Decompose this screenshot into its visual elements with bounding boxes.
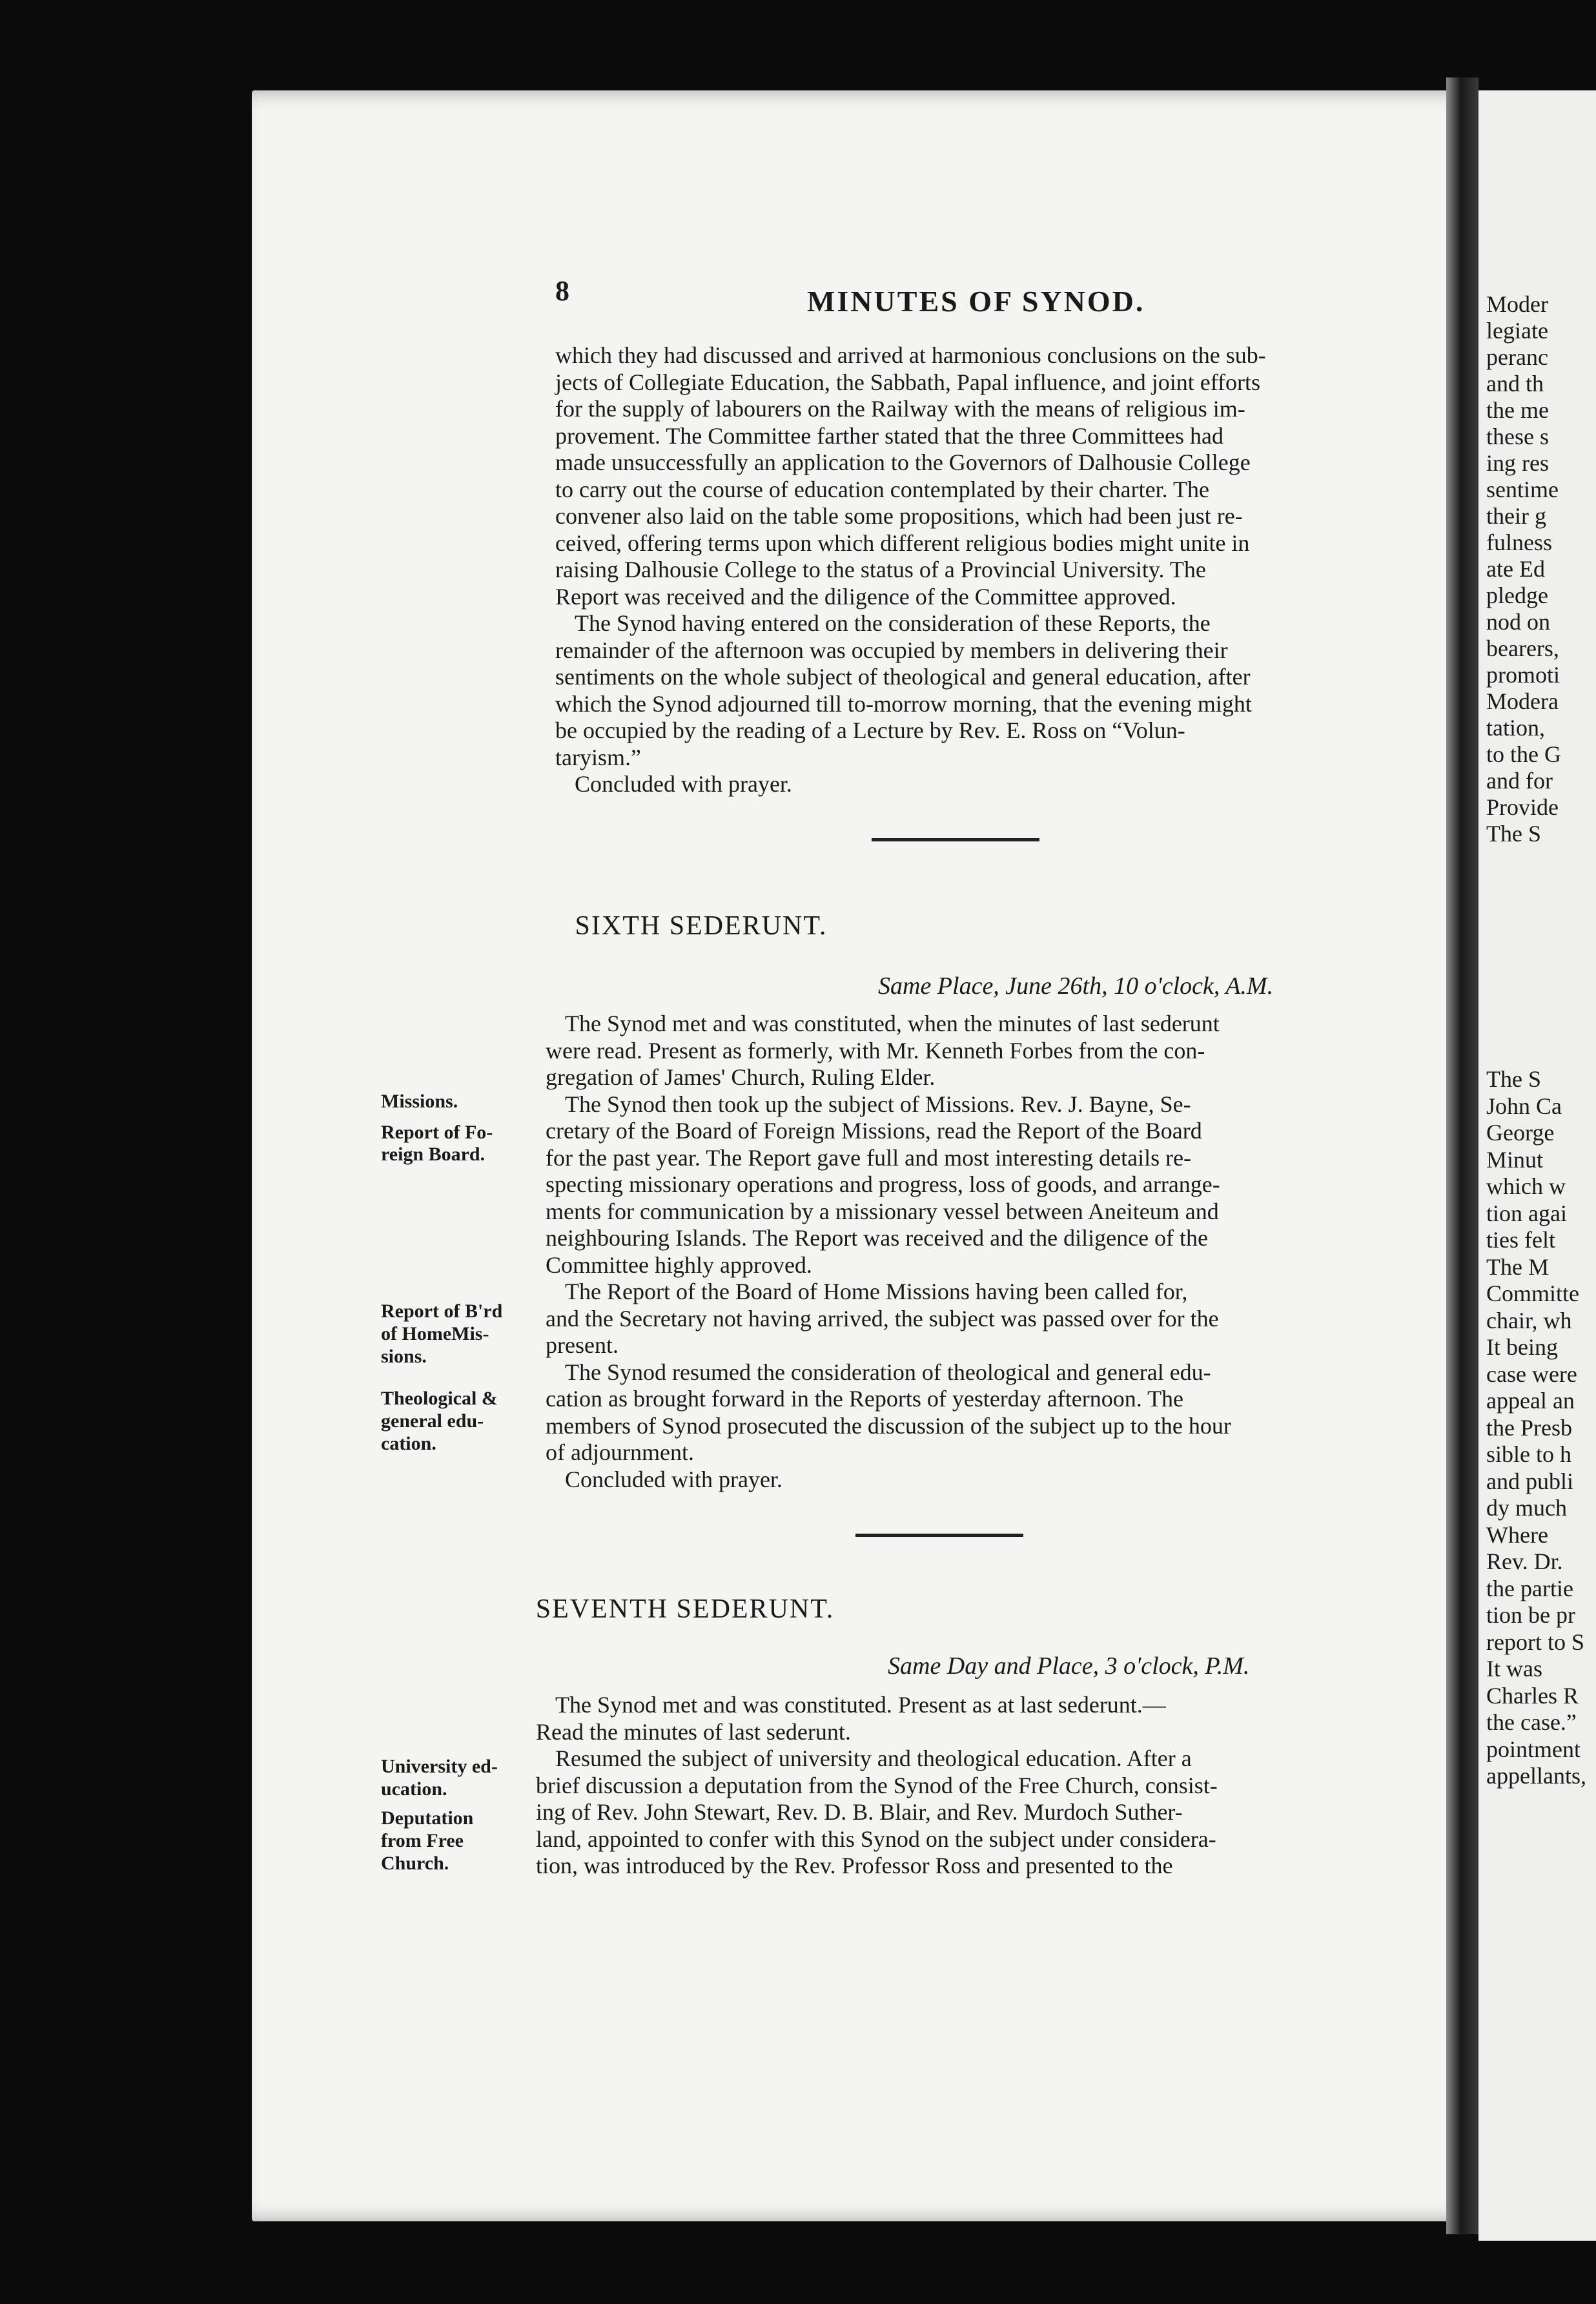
facing-page-fragment: to the G [1486, 741, 1561, 767]
margin-note: Missions. [381, 1091, 458, 1112]
text-line: The Synod met and was constituted, when the minutes of last sederunt [565, 1011, 1220, 1036]
margin-note: Deputation [381, 1807, 474, 1829]
text-line: were read. Present as formerly, with Mr. Kenneth Forbes from the con- [546, 1037, 1205, 1064]
margin-note: Theological & [381, 1388, 498, 1409]
facing-page-fragment: tation, [1486, 715, 1545, 741]
facing-page-fragment: which w [1486, 1173, 1566, 1199]
facing-page-fragment: Rev. Dr. [1486, 1548, 1563, 1574]
margin-note: sions. [381, 1346, 427, 1367]
text-line: The Synod resumed the consideration of theological and general edu- [565, 1359, 1211, 1385]
text-line: ing of Rev. John Stewart, Rev. D. B. Blair, and Rev. Murdoch Suther- [536, 1799, 1183, 1825]
text-line: Committee highly approved. [546, 1251, 812, 1278]
facing-page-fragment: The M [1486, 1253, 1549, 1280]
facing-page-fragment: ties felt [1486, 1227, 1555, 1253]
text-line: which they had discussed and arrived at harmonious conclusions on the sub- [555, 342, 1266, 368]
section-rule [872, 838, 1039, 841]
text-line: made unsuccessfully an application to the Governors of Dalhousie College [555, 449, 1251, 475]
facing-page-fragment: It being [1486, 1334, 1558, 1360]
facing-page-fragment: George [1486, 1120, 1555, 1146]
text-line: Concluded with prayer. [575, 771, 792, 797]
margin-note: from Free [381, 1830, 464, 1851]
facing-page-fragment: It was [1486, 1656, 1542, 1682]
facing-page-fragment: legiate [1486, 318, 1548, 344]
text-line: for the supply of labourers on the Railway with the means of religious im- [555, 396, 1245, 422]
margin-note: of HomeMis- [381, 1323, 489, 1344]
facing-page-fragment: tion be pr [1486, 1602, 1575, 1628]
text-line: The Synod met and was constituted. Present as at last sederunt.— [555, 1692, 1166, 1718]
text-line: jects of Collegiate Education, the Sabbath, Papal influence, and joint efforts [555, 369, 1261, 395]
section-rule [855, 1534, 1023, 1537]
text-line: Resumed the subject of university and theological education. After a [555, 1745, 1192, 1771]
text-line: brief discussion a deputation from the Synod of the Free Church, consist- [536, 1772, 1218, 1798]
margin-note: ucation. [381, 1778, 447, 1800]
facing-page-fragment: appellants, [1486, 1763, 1586, 1789]
seventh-sederunt-heading: SEVENTH SEDERUNT. [535, 1594, 835, 1624]
running-head: MINUTES OF SYNOD. [807, 285, 1145, 318]
text-line: neighbouring Islands. The Report was received and the diligence of the [546, 1225, 1209, 1251]
facing-page-fragment: bearers, [1486, 635, 1559, 661]
facing-page-fragment: appeal an [1486, 1388, 1575, 1414]
text-line: be occupied by the reading of a Lecture by Rev. E. Ross on “Volun- [555, 717, 1185, 743]
text-line: sentiments on the whole subject of theological and general education, after [555, 664, 1251, 690]
margin-note: cation. [381, 1433, 436, 1454]
facing-page-fragment: and th [1486, 371, 1544, 396]
facing-page-fragment: peranc [1486, 344, 1548, 370]
margin-note: Report of B'rd [381, 1301, 503, 1322]
text-line: which the Synod adjourned till to-morrow morning, that the evening might [555, 690, 1252, 717]
facing-page-fragment: ate Ed [1486, 556, 1545, 582]
text-line: Report was received and the diligence of the Committee approved. [555, 583, 1176, 610]
facing-page-fragment: pledge [1486, 582, 1548, 608]
facing-page-fragment: Provide [1486, 794, 1559, 820]
margin-note: Report of Fo- [381, 1122, 493, 1143]
facing-page-fragment: sible to h [1486, 1441, 1571, 1467]
text-line: to carry out the course of education contemplated by their charter. The [555, 476, 1209, 502]
text-line: provement. The Committee farther stated that the three Committees had [555, 422, 1224, 449]
sixth-sederunt-dateline: Same Place, June 26th, 10 o'clock, A.M. [878, 972, 1274, 1000]
text-line: convener also laid on the table some propositions, which had been just re- [555, 503, 1243, 529]
facing-page-fragment: fulness [1486, 530, 1552, 555]
seventh-sederunt-dateline: Same Day and Place, 3 o'clock, P.M. [888, 1652, 1250, 1680]
text-line: for the past year. The Report gave full and most interesting details re- [546, 1144, 1192, 1171]
text-line: land, appointed to confer with this Synod on the subject under considera- [536, 1826, 1216, 1852]
facing-page-fragment: the partie [1486, 1575, 1573, 1601]
facing-page-fragment: report to S [1486, 1629, 1584, 1655]
margin-note: Church. [381, 1853, 449, 1874]
text-line: ceived, offering terms upon which different religious bodies might unite in [555, 530, 1250, 556]
facing-page-fragment: case were [1486, 1361, 1577, 1387]
text-line: cretary of the Board of Foreign Missions, read the Report of the Board [546, 1118, 1202, 1144]
text-line: and the Secretary not having arrived, the subject was passed over for the [546, 1305, 1219, 1332]
facing-page-fragment: John Ca [1486, 1093, 1562, 1119]
facing-page-fragment: their g [1486, 503, 1546, 529]
facing-page-fragment: ing res [1486, 450, 1549, 476]
facing-page-fragment: Moder [1486, 291, 1548, 317]
facing-page-fragment: Where [1486, 1521, 1548, 1548]
facing-page-fragment: and publi [1486, 1468, 1573, 1494]
text-line: The Synod then took up the subject of Missions. Rev. J. Bayne, Se- [565, 1091, 1191, 1117]
text-line: tion, was introduced by the Rev. Professor Ross and presented to the [536, 1853, 1173, 1878]
facing-page-fragment: The S [1486, 821, 1541, 847]
facing-page-fragment: tion agai [1486, 1200, 1567, 1226]
text-line: raising Dalhousie College to the status of a Provincial University. The [555, 557, 1206, 582]
facing-page-fragment: the Presb [1486, 1414, 1572, 1441]
margin-note: University ed- [381, 1756, 498, 1777]
facing-page-fragment: sentime [1486, 477, 1559, 502]
text-line: of adjournment. [546, 1439, 694, 1465]
facing-page-fragment: The S [1486, 1066, 1541, 1092]
text-line: The Report of the Board of Home Missions having been called for, [565, 1279, 1188, 1304]
text-line: Concluded with prayer. [565, 1466, 783, 1492]
text-line: present. [546, 1332, 619, 1358]
facing-page-fragment: the case.” [1486, 1709, 1577, 1735]
facing-page-fragment: and for [1486, 768, 1553, 794]
sixth-sederunt-heading: SIXTH SEDERUNT. [575, 911, 828, 941]
facing-page-fragment: chair, wh [1486, 1307, 1572, 1333]
text-line: ments for communication by a missionary vessel between Aneiteum and [546, 1198, 1219, 1224]
facing-page [1478, 90, 1596, 2241]
text-line: gregation of James' Church, Ruling Elder. [546, 1064, 936, 1090]
text-line: The Synod having entered on the consideration of these Reports, the [575, 610, 1211, 636]
margin-note: general edu- [381, 1410, 484, 1432]
facing-page-fragment: Committe [1486, 1281, 1579, 1306]
text-line: remainder of the afternoon was occupied by members in delivering their [555, 637, 1228, 663]
facing-page-fragment: pointment [1486, 1736, 1581, 1762]
text-line: specting missionary operations and progress, loss of goods, and arrange- [546, 1171, 1220, 1197]
facing-page-fragment: nod on [1486, 609, 1550, 635]
page-number: 8 [555, 275, 569, 307]
text-line: Read the minutes of last sederunt. [536, 1718, 851, 1745]
facing-page-fragment: promoti [1486, 662, 1560, 688]
text-line: cation as brought forward in the Reports of yesterday afternoon. The [546, 1386, 1184, 1412]
facing-page-fragment: dy much [1486, 1495, 1567, 1521]
facing-page-fragment: Modera [1486, 688, 1559, 714]
facing-page-fragment: the me [1486, 397, 1549, 423]
facing-page-fragment: Charles R [1486, 1682, 1579, 1709]
margin-note: reign Board. [381, 1144, 486, 1165]
book-gutter [1446, 77, 1478, 2234]
facing-page-fragment: Minut [1486, 1146, 1544, 1173]
facing-page-fragment: these s [1486, 424, 1549, 449]
text-line: taryism.” [555, 744, 641, 770]
text-line: members of Synod prosecuted the discussion of the subject up to the hour [546, 1412, 1231, 1439]
